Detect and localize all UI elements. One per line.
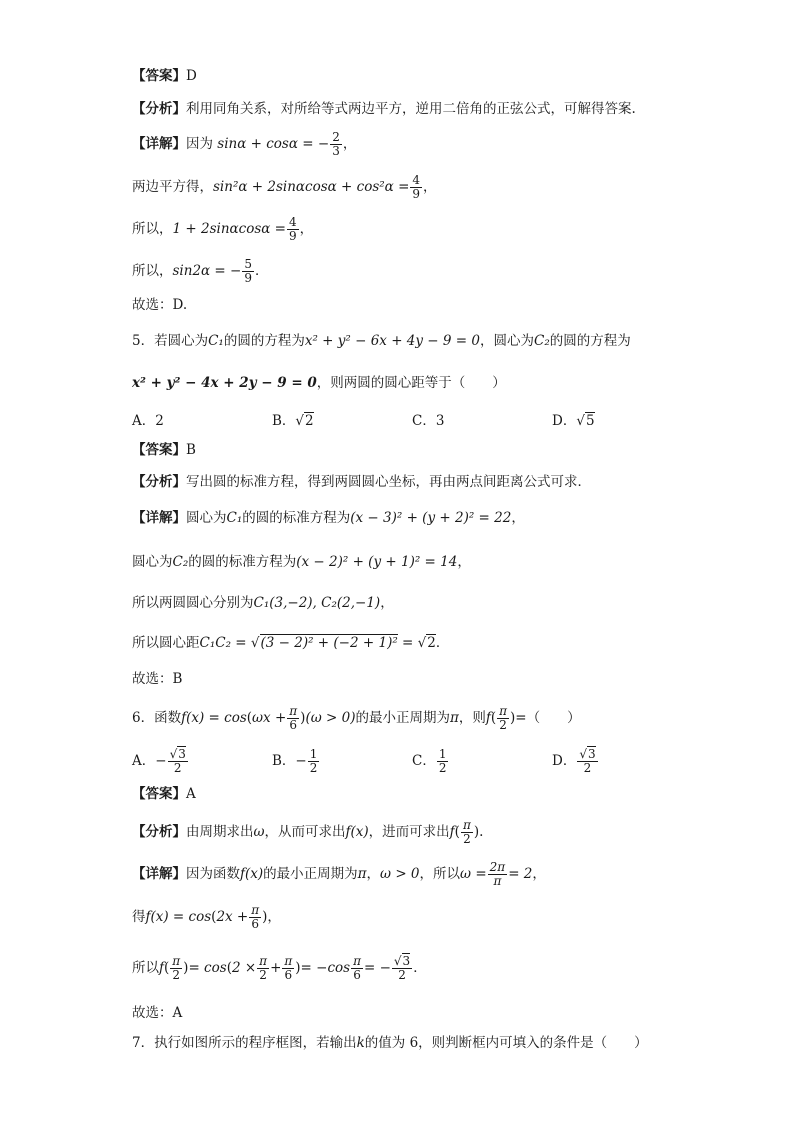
symbol: π [357,866,367,882]
stem-text: 的最小正周期为 [355,710,450,726]
analysis-tag: 【分析】 [132,824,186,840]
symbol: π [449,710,459,726]
punct: ， [380,595,394,611]
punct: ． [435,635,450,651]
formula: C₁C₂ = [199,635,247,651]
detail-text: 圆心为 [186,510,227,526]
formula: f(x) [345,824,369,840]
option-label: B． [272,753,296,769]
radicand: 2 [305,413,314,429]
formula: sinα + cosα = − [217,136,330,152]
q4-detail-line-3 [132,216,313,243]
q4-answer [132,66,197,86]
analysis-tag: 【分析】 [132,474,186,490]
formula: (x − 2)² + (y + 1)² = 14 [296,554,458,570]
detail-text: 所以两圆圆心分别为 [132,595,254,611]
detail-text: 的圆的标准方程为 [188,554,297,570]
numerator: π [284,954,293,968]
q6-detail-line-2: 得f(x) = cos(2x + $\frac{\pi}{6}$ )， [132,903,281,931]
punct: ， [267,909,281,925]
numerator: π [289,704,298,718]
formula: = − [363,960,391,976]
q5-detail-line-4: 所以圆心距C₁C₂ = √(3 − 2)² + (−2 + 1)² = √2． [132,635,450,651]
symbol: C₂ [533,333,550,349]
punct: ， [511,510,525,526]
q4-choose: 故选：D. [132,297,188,313]
formula: = [402,635,414,651]
fraction [170,955,182,982]
symbol: k [356,1035,365,1051]
punct: ， [532,866,546,882]
formula: + [270,960,282,976]
q4-detail-line-2 [132,174,437,201]
formula: (ω > 0) [305,710,356,726]
q6-detail-line-1 [132,861,546,888]
detail-text: 得 [132,909,146,925]
symbol: C₁ [226,510,243,526]
option-a[interactable]: A．2 [132,413,164,429]
denominator: 2 [438,761,447,775]
analysis-text: ，进而可求出 [368,824,450,840]
fraction [330,131,342,158]
formula: f [485,710,491,726]
sign: − [155,753,167,769]
detail-tag: 【详解】 [132,510,186,526]
numerator: π [259,954,268,968]
analysis-text: 由周期求出 [186,824,254,840]
detail-text: 所以， [132,221,173,237]
formula: 2 × [231,960,257,976]
numerator: π [499,704,508,718]
formula: x² + y² − 6x + 4y − 9 = 0 [304,333,480,349]
option-d[interactable]: D．√5 [552,413,595,429]
numerator: 2π [489,860,506,874]
q4-detail-line-1 [132,131,356,158]
symbol: C₁ [208,333,224,349]
stem-text: ，则两圆的圆心距等于（ ） [316,375,506,391]
q5-detail-line-1 [132,508,525,528]
numerator: 2 [332,130,340,144]
punct: ， [423,179,437,195]
fraction [257,955,269,982]
denominator: 6 [353,968,361,982]
detail-text: 的圆的标准方程为 [242,510,351,526]
option-label: A． [132,753,156,769]
denominator: 9 [244,271,252,285]
option-c[interactable]: C．3 [412,413,445,429]
radicand: (3 − 2)² + (−2 + 1)² [260,635,398,651]
option-label: D． [552,413,577,429]
denominator: 3 [332,144,340,158]
denominator: 2 [463,832,471,846]
denominator: 2 [173,761,182,775]
numerator: 5 [244,257,252,271]
fraction [461,819,473,846]
stem-text: 6．函数 [132,710,182,726]
detail-text: 所以， [132,263,173,279]
numerator: π [353,954,361,968]
formula: ω = [460,866,487,882]
radicand: 3 [178,747,186,761]
symbol: C₂ [172,554,189,570]
formula: ωx + [252,710,287,726]
fraction [410,174,422,201]
sign: − [295,753,307,769]
answer-tag: 【答案】 [132,68,186,84]
numerator: 1 [309,747,318,761]
analysis-text: 利用同角关系，对所给等式两边平方，逆用二倍角的正弦公式，可解得答案. [186,101,636,117]
stem-text: 7．执行如图所示的程序框图，若输出 [132,1035,357,1051]
q7-stem [132,1033,648,1053]
detail-tag: 【详解】 [132,136,186,152]
punct: ． [413,960,427,976]
option-label: C． [412,753,436,769]
q6-options [132,748,692,775]
formula: = cos [188,960,227,976]
q6-stem: 6．函数f(x) = cos(ωx + $\frac{\pi}{6}$ )(ω > 0)的最小正周期为π，则f( $\frac{\pi}{2}$ )=（ ） [132,704,581,732]
q5-choose: 故选：B [132,671,183,687]
formula: sin²α + 2sinαcosα + cos²α = [213,179,410,195]
formula: ω > 0 [380,866,420,882]
answer-tag: 【答案】 [132,786,186,802]
option-a[interactable] [132,748,272,775]
q6-answer [132,784,196,804]
fraction: $\frac{√3}{2}$ [393,954,411,982]
formula: f [159,960,164,976]
q6-analysis: 【分析】由周期求出ω，从而可求出f(x)，进而可求出f( $\frac{\pi}{2}$ ). [132,818,484,846]
formula: = −cos [300,960,351,976]
answer-value: A [186,786,196,802]
formula: = 2 [508,866,533,882]
answer-value: B [186,442,196,458]
fraction [287,216,299,243]
stem-text: 5．若圆心为 [132,333,209,349]
detail-text: 圆心为 [132,554,173,570]
denominator: 2 [309,761,318,775]
denominator: 6 [289,718,298,732]
fraction [242,258,254,285]
numerator: 1 [438,747,447,761]
q6-choose: 故选：A [132,1005,183,1021]
detail-text: 所以 [132,960,159,976]
denominator: 9 [288,229,297,243]
fraction [488,861,508,888]
denominator: 2 [259,968,267,982]
radicand: 5 [585,413,595,429]
numerator: π [462,818,471,832]
q5-analysis [132,472,591,492]
formula: f [449,824,455,840]
denominator: 2 [172,968,181,982]
detail-text: 所以圆心距 [132,635,200,651]
formula: C₁(3,−2), C₂(2,−1) [253,595,381,611]
option-c[interactable] [412,748,552,775]
detail-text: ，所以 [419,866,461,882]
detail-text: 两边平方得， [132,179,213,195]
fraction [351,955,363,982]
q5-detail-line-2 [132,552,471,572]
radicand: 3 [587,747,596,761]
stem-text: =（ ） [515,710,581,726]
denominator: 6 [284,968,293,982]
detail-text: 的最小正周期为 [263,866,358,882]
symbol: ω [253,824,265,840]
q5-answer [132,440,196,460]
q5-options [132,409,692,429]
punct: . [479,824,484,840]
formula: f(x) [240,866,264,882]
denominator: 2 [583,761,592,775]
q5-stem-line-2 [132,373,506,393]
answer-value: D [186,68,197,84]
detail-text: 因为函数 [186,866,240,882]
punct: ， [342,136,357,152]
answer-tag: 【答案】 [132,442,186,458]
detail-text: ， [366,866,381,882]
option-label: D． [552,753,577,769]
formula: 1 + 2sinαcosα = [172,221,286,237]
option-label: B． [272,413,296,429]
stem-text: 的圆的方程为 [223,333,305,349]
analysis-tag: 【分析】 [132,101,186,117]
fraction [497,705,509,732]
formula: 2x + [216,909,249,925]
q4-analysis [132,99,636,119]
denominator: 6 [251,917,260,931]
denominator: 9 [412,187,421,201]
numerator: 4 [412,173,421,187]
detail-text: 因为 [186,136,218,152]
detail-tag: 【详解】 [132,866,186,882]
formula: f(x) = cos [145,909,212,925]
punct: ． [255,263,269,279]
stem-text: ，圆心为 [479,333,534,349]
option-d[interactable] [552,748,692,775]
stem-text: 的圆的方程为 [549,333,631,349]
numerator: π [251,903,260,917]
punct: ， [457,554,471,570]
numerator: π [172,954,181,968]
formula: x² + y² − 4x + 2y − 9 = 0 [132,375,317,391]
fraction: $\frac{√3}{2}$ [169,747,186,775]
formula: (x − 3)² + (y + 2)² = 22 [350,510,512,526]
fraction [308,748,320,775]
q6-detail-line-3: 所以f( $\frac{\pi}{2}$ )= cos(2 × $\frac{\pi}{2}$ + $\frac{\pi}{6}$ )= −cos $\frac{\pi}{6}$ = − $\frac{√3}{2}$ ． [132,954,427,982]
fraction [437,748,449,775]
fraction [287,705,299,732]
denominator: π [493,874,502,888]
punct: ， [299,221,314,237]
formula: sin2α = − [172,263,242,279]
numerator: 4 [288,215,297,229]
fraction [282,955,294,982]
denominator: 2 [398,968,406,982]
fraction: $\frac{√3}{2}$ [579,747,596,775]
option-b[interactable]: B．√2 [272,413,314,429]
radicand: 3 [402,954,411,968]
analysis-text: 写出圆的标准方程，得到两圆圆心坐标，再由两点间距离公式可求． [186,474,591,490]
stem-text: 的值为 6，则判断框内可填入的条件是（ ） [364,1035,648,1051]
q5-stem-line-1 [132,331,631,351]
q4-detail-line-4 [132,258,269,285]
fraction [249,904,261,931]
option-b[interactable] [272,748,412,775]
analysis-text: ，从而可求出 [264,824,346,840]
stem-text: ，则 [458,710,486,726]
q5-detail-line-3 [132,593,394,613]
radicand: 2 [427,635,436,651]
formula: f(x) = cos [181,710,247,726]
denominator: 2 [499,718,507,732]
